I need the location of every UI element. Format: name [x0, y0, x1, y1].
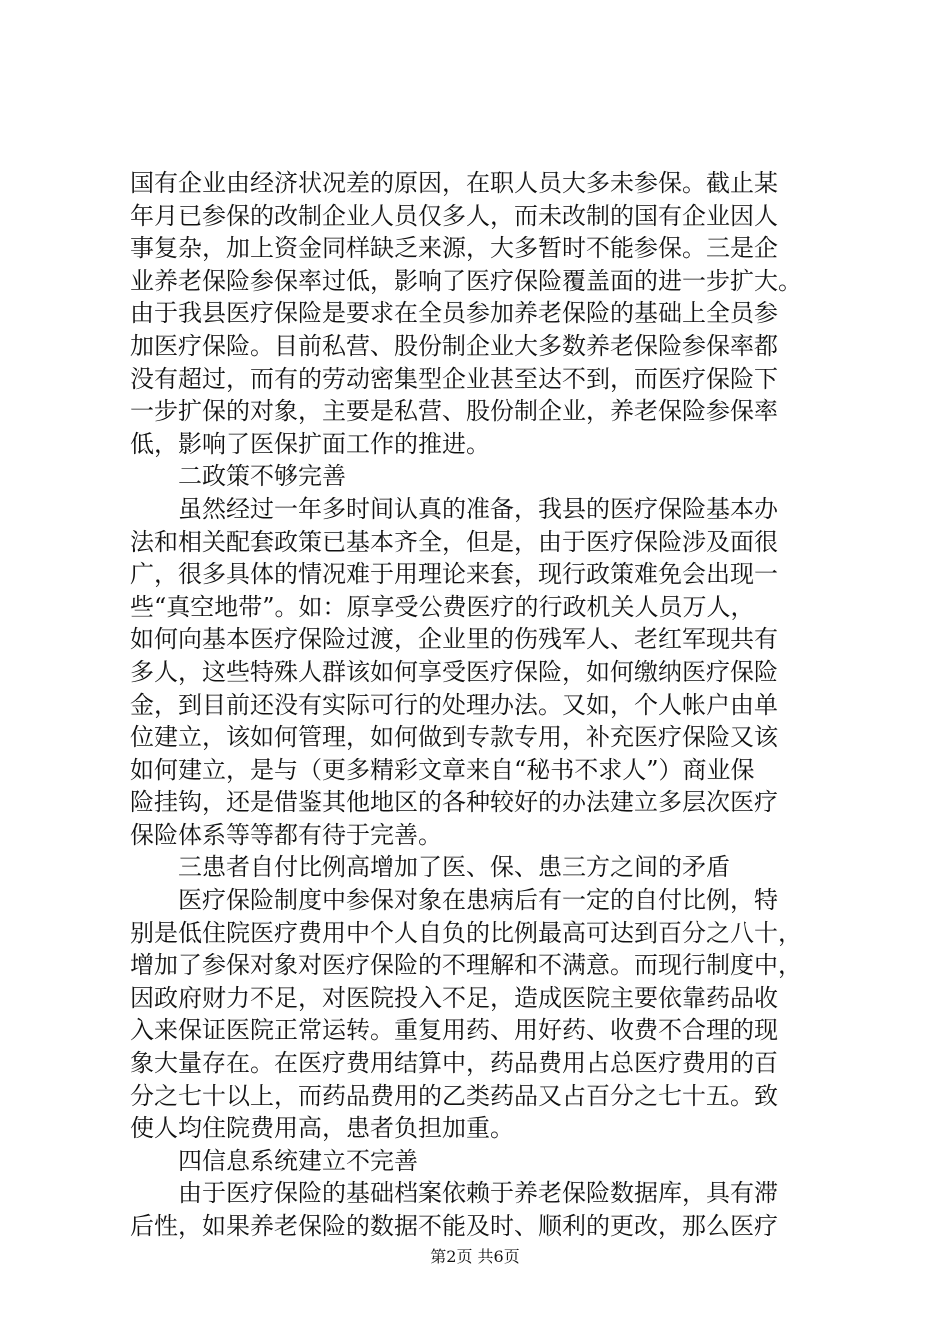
text-line: 年月已参保的改制企业人员仅多人，而未改制的国有企业因人	[130, 201, 778, 230]
text-line: 别是低住院医疗费用中个人自负的比例最高可达到百分之八十，	[130, 918, 802, 947]
text-line: 低，影响了医保扩面工作的推进。	[130, 429, 490, 458]
text-line: 象大量存在。在医疗费用结算中，药品费用占总医疗费用的百	[130, 1049, 778, 1078]
text-line: 后性，如果养老保险的数据不能及时、顺利的更改，那么医疗	[130, 1212, 778, 1240]
section-heading: 三患者自付比例高增加了医、保、患三方之间的矛盾	[178, 853, 730, 882]
text-line: 分之七十以上，而药品费用的乙类药品又占百分之七十五。致	[130, 1081, 778, 1110]
section-heading: 四信息系统建立不完善	[178, 1146, 418, 1175]
text-line: 国有企业由经济状况差的原因，在职人员大多未参保。截止某	[130, 169, 778, 197]
text-line: 加医疗保险。目前私营、股份制企业大多数养老保险参保率都	[130, 331, 778, 360]
text-line: 虽然经过一年多时间认真的准备，我县的医疗保险基本办	[178, 494, 778, 523]
text-line: 险挂钩，还是借鉴其他地区的各种较好的办法建立多层次医疗	[130, 788, 778, 817]
text-line: 法和相关配套政策已基本齐全，但是，由于医疗保险涉及面很	[130, 527, 778, 556]
section-heading: 二政策不够完善	[178, 462, 346, 491]
page-number-footer: 第2页 共6页	[430, 1247, 520, 1266]
text-line: 保险体系等等都有待于完善。	[130, 820, 442, 849]
text-line: 使人均住院费用高，患者负担加重。	[130, 1114, 514, 1143]
text-line: 一步扩保的对象，主要是私营、股份制企业，养老保险参保率	[130, 397, 778, 426]
text-line: 如何向基本医疗保险过渡，企业里的伤残军人、老红军现共有	[130, 625, 778, 654]
text-line: 事复杂，加上资金同样缺乏来源，大多暂时不能参保。三是企	[130, 234, 778, 263]
text-line: 业养老保险参保率过低，影响了医疗保险覆盖面的进一步扩大。	[130, 266, 802, 295]
text-line: 医疗保险制度中参保对象在患病后有一定的自付比例，特	[178, 886, 778, 915]
text-line: 没有超过，而有的劳动密集型企业甚至达不到，而医疗保险下	[130, 364, 778, 393]
text-line: 增加了参保对象对医疗保险的不理解和不满意。而现行制度中，	[130, 951, 802, 980]
text-line: 位建立，该如何管理，如何做到专款专用，补充医疗保险又该	[130, 723, 778, 752]
text-line: 如何建立，是与（更多精彩文章来自“秘书不求人”）商业保	[130, 755, 755, 784]
text-line: 由于我县医疗保险是要求在全员参加养老保险的基础上全员参	[130, 299, 778, 328]
text-line: 广，很多具体的情况难于用理论来套，现行政策难免会出现一	[130, 560, 778, 589]
text-line: 多人，这些特殊人群该如何享受医疗保险，如何缴纳医疗保险	[130, 657, 778, 686]
text-line: 些“真空地带”。如：原享受公费医疗的行政机关人员万人，	[130, 592, 755, 621]
text-line: 由于医疗保险的基础档案依赖于养老保险数据库，具有滞	[178, 1179, 778, 1208]
body-text	[130, 167, 850, 1243]
text-line: 因政府财力不足，对医院投入不足，造成医院主要依靠药品收	[130, 983, 778, 1012]
text-line: 金，到目前还没有实际可行的处理办法。又如，个人帐户由单	[130, 690, 778, 719]
text-line: 入来保证医院正常运转。重复用药、用好药、收费不合理的现	[130, 1016, 778, 1045]
